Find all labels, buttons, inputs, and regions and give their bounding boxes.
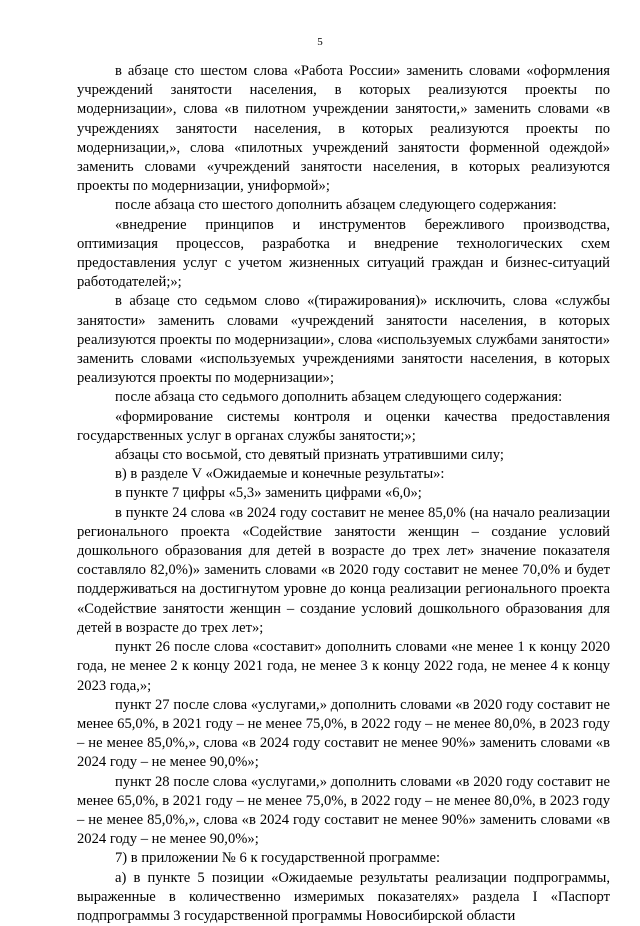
paragraph: пункт 27 после слова «услугами,» дополнить словами «в 2020 году составит не менее 65,0%, в 2021 году – не менее 75,0%, в 2022 году – не менее 80,0%, в 2023 году – не менее 85,0%,», слова «в 2024 году составит не менее 90%» заменить словами «в 2024 году – не менее 90,0%»;: [77, 696, 610, 771]
paragraph: в абзаце сто шестом слова «Работа России» заменить словами «оформления учреждений занятости населения, в которых реализуются проекты по модернизации», слова «в пилотном учреждении занятости,» заменить словами «в учреждениях занятости населения, в которых реализуются проекты по модернизации,», слова «пилотных учреждений занятости форменной одеждой» заменить словами «учреждений занятости населения, в которых реализуются проекты по модернизации, униформой»;: [77, 63, 610, 195]
paragraph: а) в пункте 5 позиции «Ожидаемые результаты реализации подпрограммы, выраженные в количественно измеримых показателях» раздела I «Паспорт подпрограммы 3 государственной программы Новосибирской области: [77, 869, 610, 924]
document-body: [77, 62, 610, 926]
paragraph: абзацы сто восьмой, сто девятый признать утратившими силу;: [115, 447, 504, 464]
page-number: 5: [317, 36, 323, 48]
paragraph: пункт 28 после слова «услугами,» дополнить словами «в 2020 году составит не менее 65,0%, в 2021 году – не менее 75,0%, в 2022 году – не менее 80,0%, в 2023 году – не менее 85,0%,», слова «в 2024 году составит не менее 90%» заменить словами «в 2024 году – не менее 90,0%»;: [77, 773, 610, 848]
paragraph: после абзаца сто седьмого дополнить абзацем следующего содержания:: [115, 389, 563, 406]
paragraph: в абзаце сто седьмом слово «(тиражирования)» исключить, слова «службы занятости» заменить словами «учреждений занятости населения, в которых реализуются проекты по модернизации», слова «используемых службами занятости» заменить словами «используемых учреждениями занятости населения, в которых реализуются проекты по модернизации»;: [77, 293, 610, 387]
paragraph: «формирование системы контроля и оценки качества предоставления государственных услуг в органах службы занятости;»;: [77, 408, 610, 444]
paragraph: в пункте 24 слова «в 2024 году составит не менее 85,0% (на начало реализации регионального проекта «Содействие занятости женщин – создание условий дошкольного образования для детей в возрасте до трех лет» значение показателя составляло 82,0%)» заменить словами «в 2020 году составит не менее 70,0% и будет поддерживаться на достигнутом уровне до конца реализации регионального проекта «Содействие занятости женщин – создание условий дошкольного образования для детей в возрасте до трех лет»;: [77, 504, 610, 636]
paragraph: в пункте 7 цифры «5,3» заменить цифрами «6,0»;: [115, 485, 422, 502]
paragraph: «внедрение принципов и инструментов бережливого производства, оптимизация процессов, разработка и внедрение технологических схем предоставления услуг с учетом жизненных ситуаций граждан и бизнес-ситуаций работодателей;»;: [77, 216, 610, 291]
paragraph: после абзаца сто шестого дополнить абзацем следующего содержания:: [115, 197, 557, 214]
paragraph: 7) в приложении № 6 к государственной программе:: [115, 850, 441, 867]
paragraph: пункт 26 после слова «составит» дополнить словами «не менее 1 к концу 2020 года, не менее 2 к концу 2021 года, не менее 3 к концу 2022 года, не менее 4 к концу 2023 года,»;: [77, 639, 610, 694]
paragraph: в) в разделе V «Ожидаемые и конечные результаты»:: [115, 466, 445, 483]
